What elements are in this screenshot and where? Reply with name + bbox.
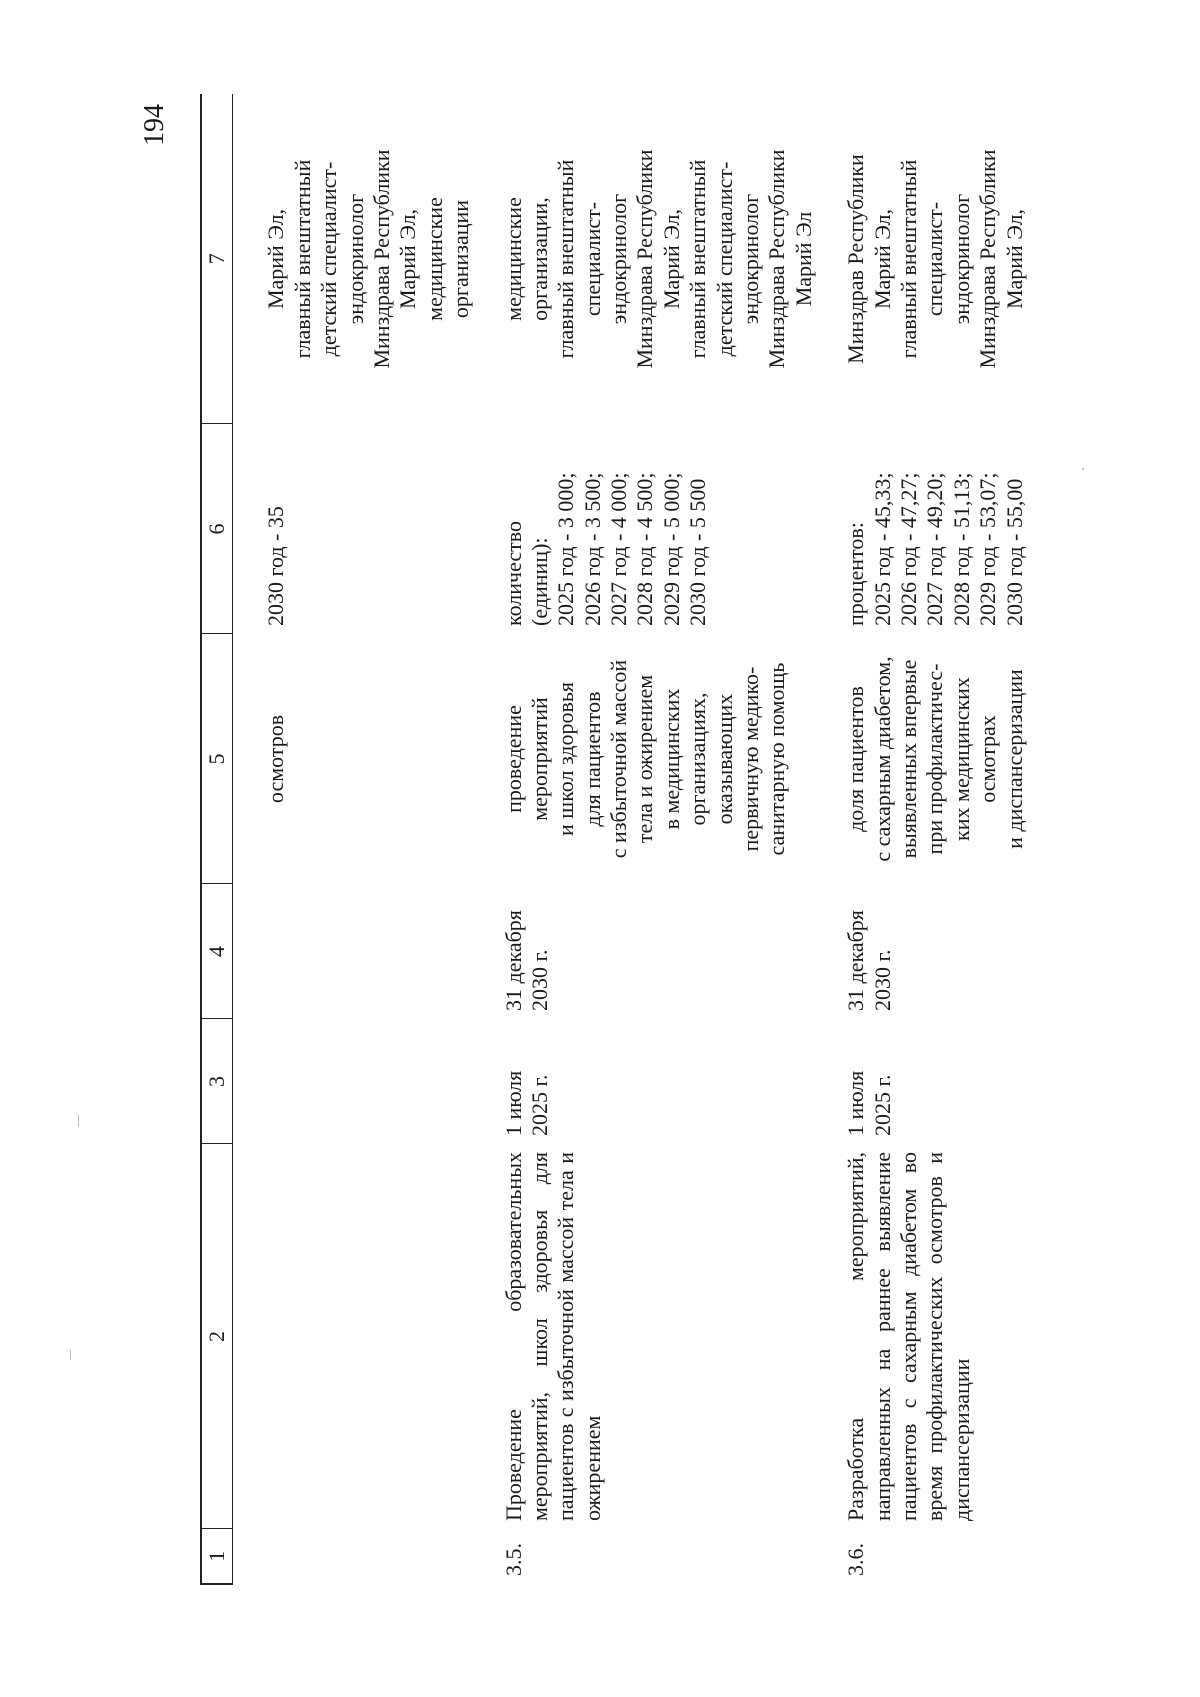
column-number-row xyxy=(201,94,233,1584)
row-number: 3.5. xyxy=(500,1543,526,1576)
column-number: 4 xyxy=(201,884,233,1019)
indicator: проведение мероприятий и школ здоровья для пациентов с избыточной массой тела и ожирением в медицинских организациях, оказывающих первичную медико- санитарную помощь xyxy=(500,659,790,859)
scan-mark xyxy=(70,1350,71,1360)
column-number: 1 xyxy=(201,1529,233,1584)
continuation-row xyxy=(263,94,474,1584)
target-values: количество (единиц): 2025 год - 3 000; 2026 год - 3 500; 2027 год - 4 000; 2028 год - 4 500; 2029 год - 5 000; 2030 год - 5 500 xyxy=(500,472,711,626)
measures-table xyxy=(200,95,1060,1585)
column-number: 7 xyxy=(201,94,233,424)
column-number: 5 xyxy=(201,634,233,884)
scan-mark xyxy=(1082,468,1084,470)
start-date: 1 июля 2025 г. xyxy=(843,1070,895,1136)
continuation-responsible: Марий Эл, главный внештатный детский специалист- эндокринолог Минздрава Республики Марий Эл, медицинские организации xyxy=(263,149,474,369)
event-description: Проведение образовательных мероприятий, школ здоровья для пациентов с избыточной массой тела и ожирением xyxy=(500,1152,605,1521)
start-date: 1 июля 2025 г. xyxy=(500,1070,552,1136)
continuation-values: 2030 год - 35 xyxy=(263,506,289,626)
page-number: 194 xyxy=(139,104,170,146)
target-values: процентов: 2025 год - 45,33; 2026 год - 47,27; 2027 год - 49,20; 2028 год - 51,13; 2029 год - 53,07; 2030 год - 55,00 xyxy=(843,472,1027,626)
row-number: 3.6. xyxy=(843,1543,869,1576)
end-date: 31 декабря 2030 г. xyxy=(500,910,552,1011)
column-number: 3 xyxy=(201,1019,233,1144)
scan-mark xyxy=(78,1115,79,1127)
indicator: доля пациентов с сахарным диабетом, выявленных впервые при профилактичес- ких медицинских осмотрах и диспансеризации xyxy=(843,656,1027,862)
responsible: медицинские организации, главный внештатный специалист- эндокринолог Минздрава Республики Марий Эл, главный внештатный детский специалист- эндокринолог Минздрава Республики Марий Эл xyxy=(500,149,816,369)
table-row xyxy=(843,94,1028,1584)
end-date: 31 декабря 2030 г. xyxy=(843,910,895,1011)
table-row xyxy=(501,94,818,1584)
event-description: Разработка мероприятий, направленных на раннее выявление пациентов с сахарным диабетом во время профилактических осмотров и диспансеризации xyxy=(843,1152,974,1521)
column-number: 2 xyxy=(201,1144,233,1529)
column-number: 6 xyxy=(201,424,233,634)
continuation-indicator: осмотров xyxy=(263,714,289,804)
responsible: Минздрав Республики Марий Эл, главный внештатный специалист- эндокринолог Минздрава Республики Марий Эл, xyxy=(843,149,1027,369)
